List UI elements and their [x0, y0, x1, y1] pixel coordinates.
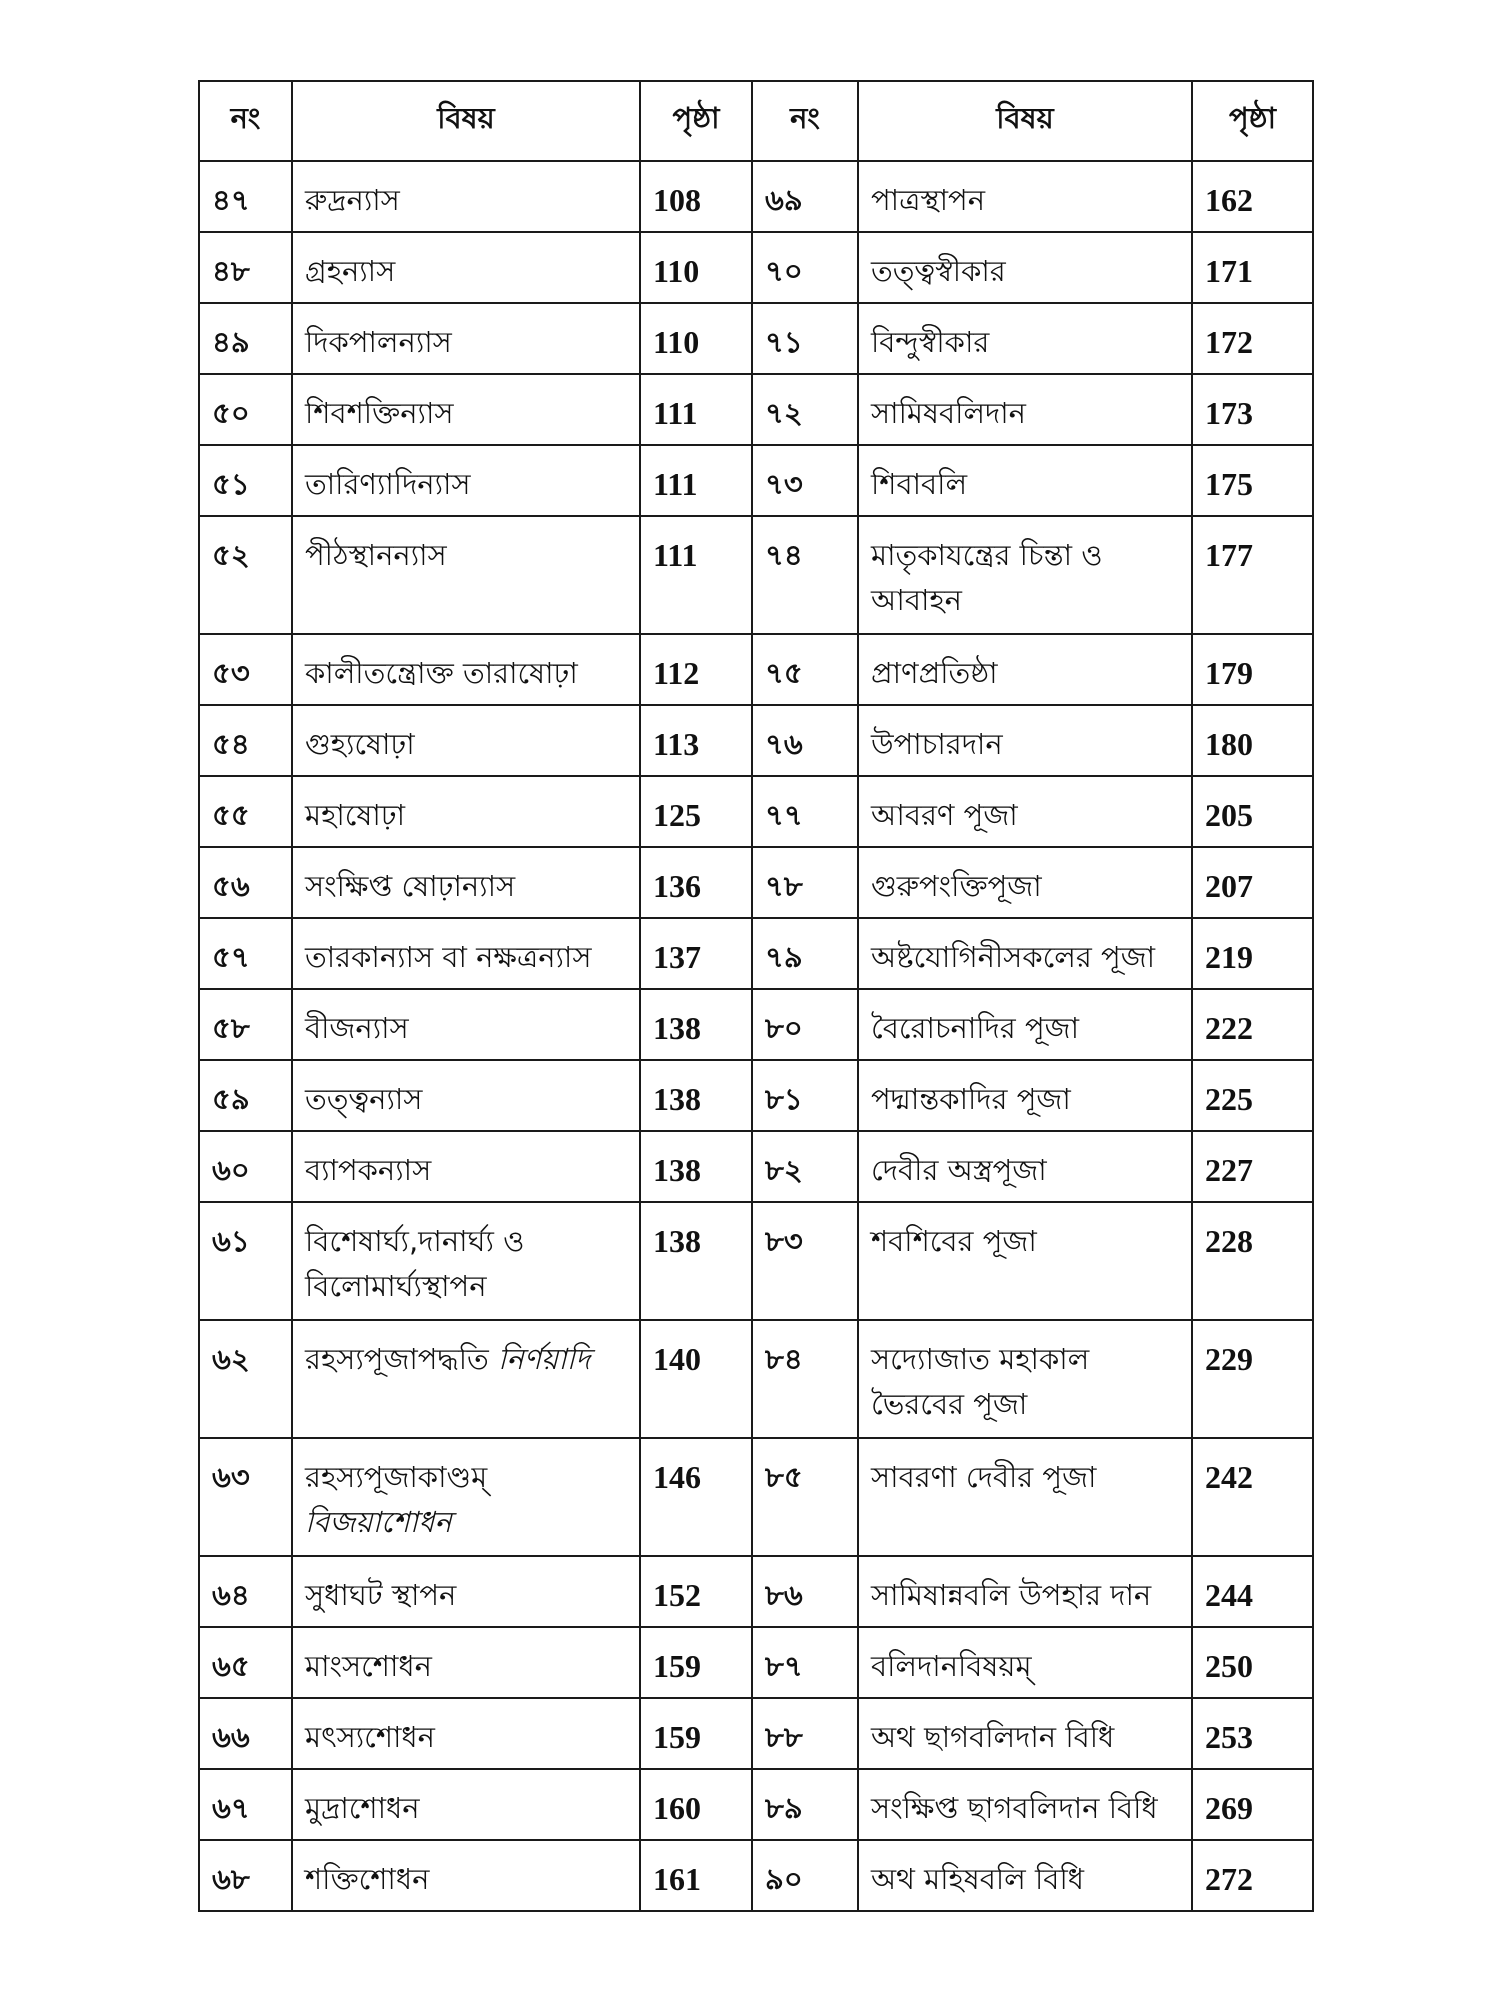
entry-topic-left-text: পীঠস্থানন্যাস: [305, 538, 447, 572]
entry-number-left-text: ৫৪: [212, 727, 250, 761]
header-topic-right: বিষয়: [858, 81, 1192, 161]
entry-number-right: [752, 374, 858, 445]
table-row: [199, 705, 1313, 776]
entry-number-left: [199, 989, 292, 1060]
entry-number-right: [752, 918, 858, 989]
entry-page-right: [1192, 1769, 1313, 1840]
entry-topic-left: [292, 918, 640, 989]
entry-number-right-text: ৭৭: [765, 798, 803, 832]
entry-topic-right: [858, 516, 1192, 634]
entry-topic-left: [292, 1320, 640, 1438]
entry-number-left: [199, 1438, 292, 1556]
entry-number-left-text: ৫৬: [212, 869, 250, 903]
entry-page-left-text: 110: [653, 253, 700, 289]
entry-topic-left-text: সংক্ষিপ্ত ষোঢ়ান্যাস: [305, 869, 516, 903]
entry-topic-left-text: তারকান্যাস বা নক্ষত্রন্যাস: [305, 940, 592, 974]
entry-number-right: [752, 1202, 858, 1320]
table-row: [199, 1556, 1313, 1627]
entry-topic-right-text: শবশিবের পূজা: [871, 1224, 1037, 1258]
entry-number-left-text: ৫৩: [212, 656, 250, 690]
header-num-left: নং: [199, 81, 292, 161]
entry-page-left: [640, 516, 752, 634]
table-row: [199, 161, 1313, 232]
entry-page-right: [1192, 303, 1313, 374]
entry-topic-right-text: সাবরণা দেবীর পূজা: [871, 1460, 1097, 1494]
table-row: [199, 1438, 1313, 1556]
entry-number-right-text: ৭৬: [765, 727, 803, 761]
entry-number-left: [199, 374, 292, 445]
entry-number-left-text: ৪৮: [212, 254, 250, 288]
entry-number-right-text: ৭০: [765, 254, 803, 288]
entry-number-right: [752, 705, 858, 776]
entry-topic-left: [292, 303, 640, 374]
entry-number-right-text: ৮০: [765, 1011, 803, 1045]
entry-page-right-text: 207: [1205, 868, 1253, 904]
entry-topic-left-text: সুধাঘট স্থাপন: [305, 1578, 457, 1612]
entry-page-right: [1192, 776, 1313, 847]
entry-topic-right: [858, 374, 1192, 445]
entry-topic-left: [292, 1698, 640, 1769]
table-row: [199, 776, 1313, 847]
entry-number-right: [752, 1769, 858, 1840]
entry-number-right: [752, 1627, 858, 1698]
entry-topic-left-text: রুদ্রন্যাস: [305, 183, 400, 217]
entry-number-left-text: ৬৮: [212, 1862, 250, 1896]
entry-page-right: [1192, 1840, 1313, 1911]
entry-page-left-text: 138: [653, 1081, 701, 1117]
entry-topic-left-text: মহাষোঢ়া: [305, 798, 406, 832]
entry-topic-right-text: বিন্দুস্বীকার: [871, 325, 990, 359]
entry-page-left-text: 136: [653, 868, 701, 904]
entry-number-right: [752, 161, 858, 232]
entry-page-right: [1192, 634, 1313, 705]
entry-number-right: [752, 232, 858, 303]
entry-page-right-text: 205: [1205, 797, 1253, 833]
entry-page-right-text: 219: [1205, 939, 1253, 975]
entry-number-left-text: ৬৪: [212, 1578, 250, 1612]
entry-page-left: [640, 634, 752, 705]
entry-topic-left-text: তত্ত্বন্যাস: [305, 1082, 423, 1116]
table-row: [199, 1202, 1313, 1320]
entry-number-left: [199, 776, 292, 847]
entry-topic-left-text: শিবশক্তিন্যাস: [305, 396, 454, 430]
entry-number-right: [752, 1438, 858, 1556]
entry-page-left: [640, 1627, 752, 1698]
entry-topic-right-text: তত্ত্বস্বীকার: [871, 254, 1006, 288]
entry-page-right-text: 175: [1205, 466, 1253, 502]
entry-page-right: [1192, 847, 1313, 918]
entry-topic-right: [858, 1698, 1192, 1769]
entry-page-left-text: 138: [653, 1223, 701, 1259]
entry-page-left-text: 161: [653, 1861, 701, 1897]
entry-topic-left: [292, 847, 640, 918]
entry-page-left: [640, 989, 752, 1060]
entry-topic-left-text: শক্তিশোধন: [305, 1862, 430, 1896]
entry-number-left-text: ৬০: [212, 1153, 250, 1187]
entry-topic-left: [292, 634, 640, 705]
entry-number-left-text: ৬৫: [212, 1649, 250, 1683]
entry-page-left: [640, 918, 752, 989]
entry-page-right: [1192, 161, 1313, 232]
entry-page-left-text: 108: [653, 182, 701, 218]
entry-page-right: [1192, 1202, 1313, 1320]
entry-topic-left-text: গ্রহন্যাস: [305, 254, 396, 288]
entry-page-right-text: 269: [1205, 1790, 1253, 1826]
entry-page-right-text: 172: [1205, 324, 1253, 360]
entry-number-right: [752, 776, 858, 847]
table-row: [199, 1627, 1313, 1698]
entry-page-right-text: 272: [1205, 1861, 1253, 1897]
entry-topic-right: [858, 776, 1192, 847]
entry-number-right-text: ৮৫: [765, 1460, 803, 1494]
entry-number-right: [752, 989, 858, 1060]
entry-page-left: [640, 1698, 752, 1769]
entry-topic-left-text: রহস্যপূজাপদ্ধতি: [305, 1342, 499, 1376]
entry-page-right-text: 225: [1205, 1081, 1253, 1117]
entry-number-left: [199, 1202, 292, 1320]
entry-page-left: [640, 1769, 752, 1840]
entry-topic-right: [858, 989, 1192, 1060]
entry-page-right-text: 179: [1205, 655, 1253, 691]
entry-number-left: [199, 1060, 292, 1131]
entry-number-left: [199, 303, 292, 374]
entry-page-right-text: 222: [1205, 1010, 1253, 1046]
entry-page-left-text: 110: [653, 324, 700, 360]
entry-topic-left-italic-text: নির্ণয়াদি: [498, 1342, 591, 1376]
entry-page-left: [640, 1438, 752, 1556]
entry-page-left-text: 140: [653, 1341, 701, 1377]
entry-page-left-text: 137: [653, 939, 701, 975]
entry-page-right: [1192, 1698, 1313, 1769]
entry-page-left-text: 111: [653, 395, 698, 431]
entry-number-left: [199, 1769, 292, 1840]
entry-number-left: [199, 1698, 292, 1769]
entry-page-right: [1192, 1627, 1313, 1698]
entry-page-left: [640, 374, 752, 445]
entry-page-left: [640, 776, 752, 847]
entry-topic-right-text: উপাচারদান: [871, 727, 1003, 761]
entry-number-right-text: ৮৩: [765, 1224, 803, 1258]
table-row: [199, 634, 1313, 705]
entry-page-left-text: 111: [653, 537, 698, 573]
entry-number-left-text: ৫৫: [212, 798, 250, 832]
entry-topic-right: [858, 1556, 1192, 1627]
entry-topic-right-text: পদ্মান্তকাদির পূজা: [871, 1082, 1071, 1116]
entry-page-right: [1192, 232, 1313, 303]
entry-page-right-text: 244: [1205, 1577, 1253, 1613]
entry-number-right: [752, 1060, 858, 1131]
entry-number-right: [752, 445, 858, 516]
entry-number-left: [199, 847, 292, 918]
entry-number-right: [752, 847, 858, 918]
entry-page-left: [640, 303, 752, 374]
table-row: [199, 516, 1313, 634]
table-header-row: [199, 81, 1313, 161]
entry-topic-right-text: সদ্যোজাত মহাকাল ভৈরবের পূজা: [871, 1342, 1090, 1421]
entry-topic-right-text: সামিষান্নবলি উপহার দান: [871, 1578, 1152, 1612]
entry-number-left-text: ৫৭: [212, 940, 250, 974]
entry-topic-right-text: পাত্রস্থাপন: [871, 183, 986, 217]
entry-page-left: [640, 1840, 752, 1911]
entry-page-left-text: 138: [653, 1152, 701, 1188]
entry-topic-right-text: শিবাবলি: [871, 467, 968, 501]
contents-table: [198, 80, 1314, 1912]
entry-topic-left-text: ব্যাপকন্যাস: [305, 1153, 432, 1187]
entry-topic-left: [292, 705, 640, 776]
entry-page-right-text: 171: [1205, 253, 1253, 289]
entry-page-left-text: 159: [653, 1648, 701, 1684]
table-row: [199, 918, 1313, 989]
entry-topic-right: [858, 1438, 1192, 1556]
entry-topic-right: [858, 918, 1192, 989]
entry-number-left: [199, 445, 292, 516]
entry-topic-right-text: প্রাণপ্রতিষ্ঠা: [871, 656, 998, 690]
entry-topic-left-text: কালীতন্ত্রোক্ত তারাষোঢ়া: [305, 656, 578, 690]
entry-number-left: [199, 516, 292, 634]
entry-number-right-text: ৮৭: [765, 1649, 803, 1683]
entry-number-left: [199, 232, 292, 303]
entry-number-right: [752, 1320, 858, 1438]
entry-topic-left: [292, 445, 640, 516]
entry-number-right-text: ৬৯: [765, 183, 803, 217]
entry-page-right-text: 180: [1205, 726, 1253, 762]
entry-topic-right: [858, 847, 1192, 918]
entry-page-left: [640, 161, 752, 232]
entry-page-left-text: 160: [653, 1790, 701, 1826]
entry-page-right-text: 162: [1205, 182, 1253, 218]
entry-number-left-text: ৬১: [212, 1224, 250, 1258]
entry-number-right-text: ৭৪: [765, 538, 803, 572]
entry-topic-right-text: সংক্ষিপ্ত ছাগবলিদান বিধি: [871, 1791, 1158, 1825]
entry-topic-left: [292, 989, 640, 1060]
entry-number-right: [752, 634, 858, 705]
entry-page-right: [1192, 1438, 1313, 1556]
entry-topic-right: [858, 161, 1192, 232]
entry-number-right: [752, 303, 858, 374]
entry-number-left-text: ৪৯: [212, 325, 250, 359]
entry-number-left-text: ৫২: [212, 538, 250, 572]
entry-number-right-text: ৭১: [765, 325, 803, 359]
entry-page-left: [640, 232, 752, 303]
entry-topic-left-text: গুহ্যষোঢ়া: [305, 727, 415, 761]
entry-number-right: [752, 1131, 858, 1202]
entry-topic-right: [858, 232, 1192, 303]
entry-number-left: [199, 1627, 292, 1698]
entry-page-right-text: 227: [1205, 1152, 1253, 1188]
entry-number-right-text: ৮৬: [765, 1578, 803, 1612]
entry-page-right-text: 242: [1205, 1459, 1253, 1495]
entry-topic-right-text: দেবীর অস্ত্রপূজা: [871, 1153, 1047, 1187]
entry-number-left-text: ৫০: [212, 396, 250, 430]
entry-topic-right-text: বলিদানবিষয়ম্: [871, 1649, 1032, 1683]
entry-topic-right: [858, 1627, 1192, 1698]
entry-number-right: [752, 1698, 858, 1769]
entry-page-left: [640, 1320, 752, 1438]
entry-page-right-text: 250: [1205, 1648, 1253, 1684]
entry-topic-right-text: অথ মহিষবলি বিধি: [871, 1862, 1084, 1896]
entry-topic-right: [858, 1060, 1192, 1131]
entry-topic-left-text: দিকপালন্যাস: [305, 325, 452, 359]
table-row: [199, 445, 1313, 516]
entry-page-left-text: 146: [653, 1459, 701, 1495]
table-row: [199, 1769, 1313, 1840]
entry-page-left: [640, 1556, 752, 1627]
entry-topic-left: [292, 374, 640, 445]
entry-topic-left: [292, 776, 640, 847]
header-topic-left: বিষয়: [292, 81, 640, 161]
entry-topic-right: [858, 1131, 1192, 1202]
entry-number-left: [199, 161, 292, 232]
entry-topic-left: [292, 1840, 640, 1911]
entry-page-right: [1192, 918, 1313, 989]
entry-number-left-text: ৬৬: [212, 1720, 250, 1754]
entry-number-left-text: ৪৭: [212, 183, 250, 217]
entry-topic-right: [858, 1202, 1192, 1320]
table-row: [199, 1320, 1313, 1438]
entry-page-right: [1192, 516, 1313, 634]
entry-page-right-text: 177: [1205, 537, 1253, 573]
entry-topic-left-text: মুদ্রাশোধন: [305, 1791, 420, 1825]
entry-topic-left-text: রহস্যপূজাকাণ্ডম্: [305, 1460, 488, 1494]
entry-topic-right-text: গুরুপংক্তিপূজা: [871, 869, 1042, 903]
entry-page-left: [640, 1060, 752, 1131]
entry-page-left-text: 125: [653, 797, 701, 833]
entry-number-right-text: ৭৯: [765, 940, 803, 974]
entry-topic-right: [858, 1840, 1192, 1911]
entry-topic-left: [292, 1131, 640, 1202]
entry-page-right: [1192, 705, 1313, 776]
entry-topic-left-text: বীজন্যাস: [305, 1011, 409, 1045]
entry-topic-right: [858, 1769, 1192, 1840]
table-row: [199, 374, 1313, 445]
entry-page-right: [1192, 374, 1313, 445]
entry-topic-left: [292, 1556, 640, 1627]
entry-page-right: [1192, 989, 1313, 1060]
entry-page-right-text: 229: [1205, 1341, 1253, 1377]
entry-topic-left: [292, 1438, 640, 1556]
entry-number-left: [199, 1840, 292, 1911]
entry-number-left-text: ৬৭: [212, 1791, 250, 1825]
entry-topic-left: [292, 232, 640, 303]
entry-page-left-text: 112: [653, 655, 700, 691]
entry-topic-left-text: মৎস্যশোধন: [305, 1720, 435, 1754]
entry-number-left: [199, 1556, 292, 1627]
entry-page-right: [1192, 445, 1313, 516]
entry-number-right-text: ৮৪: [765, 1342, 803, 1376]
entry-number-left: [199, 918, 292, 989]
table-row: [199, 1060, 1313, 1131]
table-row: [199, 1840, 1313, 1911]
header-page-left: পৃষ্ঠা: [640, 81, 752, 161]
entry-page-right: [1192, 1320, 1313, 1438]
entry-topic-right-text: বৈরোচনাদির পূজা: [871, 1011, 1079, 1045]
header-page-right: পৃষ্ঠা: [1192, 81, 1313, 161]
entry-page-left: [640, 847, 752, 918]
entry-number-right-text: ৮৮: [765, 1720, 803, 1754]
entry-page-left-text: 113: [653, 726, 700, 762]
entry-number-right-text: ৮২: [765, 1153, 803, 1187]
entry-page-left: [640, 1202, 752, 1320]
entry-topic-right-text: সামিষবলিদান: [871, 396, 1026, 430]
entry-topic-right-text: মাতৃকাযন্ত্রের চিন্তা ও আবাহন: [871, 538, 1103, 617]
table-row: [199, 1698, 1313, 1769]
entry-number-right-text: ৭২: [765, 396, 803, 430]
entry-topic-right-text: আবরণ পূজা: [871, 798, 1018, 832]
entry-topic-left-italic-text: বিজয়াশোধন: [305, 1504, 452, 1539]
entry-topic-left: [292, 1202, 640, 1320]
entry-page-right: [1192, 1060, 1313, 1131]
table-row: [199, 1131, 1313, 1202]
entry-topic-right-text: অথ ছাগবলিদান বিধি: [871, 1720, 1115, 1754]
entry-number-right-text: ৯০: [765, 1862, 803, 1896]
entry-number-left-text: ৬২: [212, 1342, 250, 1376]
entry-page-right-text: 253: [1205, 1719, 1253, 1755]
entry-number-right-text: ৭৫: [765, 656, 803, 690]
entry-number-left: [199, 705, 292, 776]
entry-number-left-text: ৬৩: [212, 1460, 250, 1494]
header-num-right: নং: [752, 81, 858, 161]
entry-topic-left: [292, 1769, 640, 1840]
entry-topic-right: [858, 705, 1192, 776]
entry-topic-left: [292, 1627, 640, 1698]
table-row: [199, 847, 1313, 918]
entry-number-left: [199, 634, 292, 705]
entry-number-left: [199, 1320, 292, 1438]
entry-page-left-text: 159: [653, 1719, 701, 1755]
entry-page-right-text: 228: [1205, 1223, 1253, 1259]
entry-number-right: [752, 516, 858, 634]
entry-number-right: [752, 1556, 858, 1627]
entry-page-right-text: 173: [1205, 395, 1253, 431]
entry-topic-right: [858, 303, 1192, 374]
entry-topic-left-text: বিশেষার্ঘ্য,দানার্ঘ্য ও বিলোমার্ঘ্যস্থাপন: [305, 1224, 525, 1303]
entry-page-left: [640, 445, 752, 516]
entry-topic-right-text: অষ্টযোগিনীসকলের পূজা: [871, 940, 1156, 974]
table-row: [199, 303, 1313, 374]
entry-number-right-text: ৮৯: [765, 1791, 803, 1825]
entry-topic-left: [292, 1060, 640, 1131]
table-row: [199, 232, 1313, 303]
entry-number-right-text: ৮১: [765, 1082, 803, 1116]
entry-topic-right: [858, 634, 1192, 705]
entry-page-left-text: 152: [653, 1577, 701, 1613]
entry-number-left: [199, 1131, 292, 1202]
entry-number-left-text: ৫৮: [212, 1011, 250, 1045]
entry-page-right: [1192, 1131, 1313, 1202]
entry-topic-left-text: মাংসশোধন: [305, 1649, 432, 1683]
entry-topic-left-text: তারিণ্যাদিন্যাস: [305, 467, 471, 501]
entry-number-left-text: ৫৯: [212, 1082, 250, 1116]
entry-topic-left: [292, 161, 640, 232]
entry-number-right-text: ৭৩: [765, 467, 803, 501]
entry-number-left-text: ৫১: [212, 467, 250, 501]
entry-page-left-text: 111: [653, 466, 698, 502]
entry-topic-right: [858, 445, 1192, 516]
entry-page-right: [1192, 1556, 1313, 1627]
entry-page-left: [640, 705, 752, 776]
entry-number-right-text: ৭৮: [765, 869, 803, 903]
table-row: [199, 989, 1313, 1060]
entry-number-right: [752, 1840, 858, 1911]
entry-page-left: [640, 1131, 752, 1202]
entry-topic-right: [858, 1320, 1192, 1438]
entry-topic-left: [292, 516, 640, 634]
entry-page-left-text: 138: [653, 1010, 701, 1046]
